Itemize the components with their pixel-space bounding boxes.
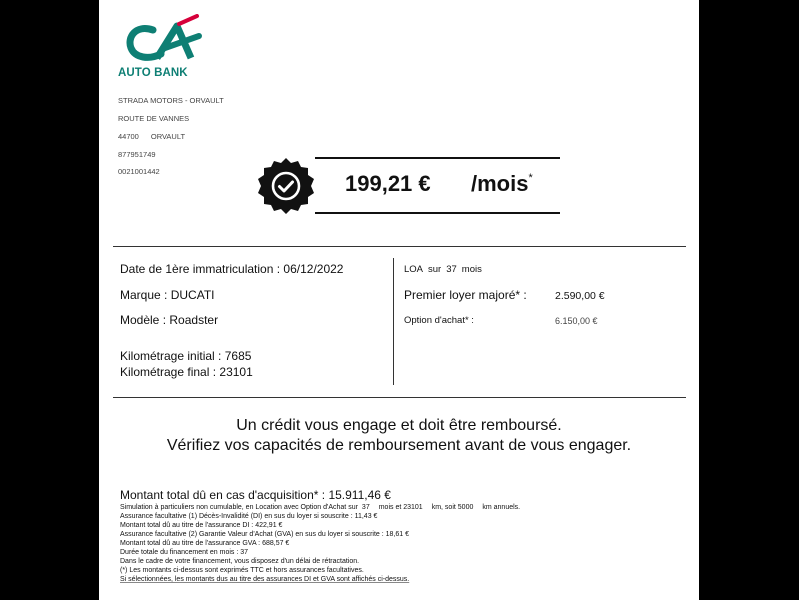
purchase-option-value: 6.150,00 € [555, 316, 598, 326]
dealer-phone: 877951749 [118, 150, 156, 159]
price-period-label: /mois [471, 171, 529, 196]
legal-sim-km-annual: 5000 [457, 504, 474, 511]
make-label: Marque : [120, 288, 168, 302]
logo-wordmark: AUTO BANK [118, 67, 188, 79]
price-bottom-rule [315, 212, 560, 214]
legal-sim-km: 23101 [403, 504, 423, 511]
legal-simulation [120, 503, 520, 512]
monthly-price: 199,21 € [345, 171, 431, 196]
registration-date [120, 262, 343, 276]
legal-line-di-total: Montant total dû au titre de l'assurance DI : 422,91 € [120, 522, 283, 529]
legal-sim-text: Simulation à particuliers non cumulable, en Location avec Option d'Achat sur [120, 504, 358, 511]
legal-line-duration: Durée totale du financement en mois : 37 [120, 549, 249, 556]
first-rent-value: 2.590,00 € [555, 290, 605, 302]
dealer-street: ROUTE DE VANNES [118, 114, 190, 123]
purchase-option-label: Option d'achat* : [404, 315, 474, 326]
legal-sim-text-3: km, soit [431, 504, 456, 511]
section-divider-top [113, 246, 686, 247]
credit-warning-line-1: Un crédit vous engage et doit être remboursé. [236, 417, 562, 434]
price-period [471, 171, 533, 197]
make-value: DUCATI [170, 288, 215, 302]
registration-value: 06/12/2022 [283, 262, 344, 276]
price-asterisk: * [528, 171, 533, 184]
dealer-postcode: 44700 [118, 132, 139, 141]
mileage-initial [120, 349, 251, 363]
legal-sim-months: 37 [361, 504, 370, 511]
mileage-initial-value: 7685 [224, 349, 252, 363]
loa-label: LOA [404, 264, 424, 275]
mileage-final-value: 23101 [219, 365, 253, 379]
mileage-final-label: Kilométrage final : [120, 365, 217, 379]
total-due-label: Montant total dû en cas d'acquisition* : [120, 488, 326, 502]
mileage-initial-label: Kilométrage initial : [120, 349, 222, 363]
dealer-city-line [118, 132, 185, 141]
dealer-reference: 0021001442 [118, 167, 160, 176]
registration-label: Date de 1ère immatriculation : [120, 262, 281, 276]
first-rent-label: Premier loyer majoré* : [404, 288, 527, 302]
credit-warning-line-2: Vérifiez vos capacités de remboursement avant de vous engager. [166, 437, 632, 454]
legal-sim-text-4: km annuels. [482, 504, 521, 511]
column-divider [393, 258, 394, 385]
legal-line-insurance: Si sélectionnées, les montants dus au titre des assurances DI et GVA sont affichés ci-dessus. [120, 576, 410, 583]
model-value: Roadster [169, 313, 219, 327]
legal-line-retraction: Dans le cadre de votre financement, vous disposez d'un délai de rétractation. [120, 558, 360, 565]
legal-line-gva: Assurance facultative (2) Garantie Valeur d'Achat (GVA) en sus du loyer si souscrite : 18,61 € [120, 531, 409, 538]
loa-months: 37 [446, 264, 457, 275]
legal-line-ttc: (*) Les montants ci-dessus sont exprimés TTC et hors assurances facultatives. [120, 567, 364, 574]
loa-sur: sur [428, 264, 442, 275]
offer-sheet [99, 0, 699, 600]
mileage-final [120, 365, 253, 379]
legal-line-gva-total: Montant total dû au titre de l'assurance GVA : 688,57 € [120, 540, 290, 547]
dealer-city: ORVAULT [150, 132, 186, 141]
loa-unit: mois [461, 264, 482, 275]
checkmark-badge-icon [257, 157, 315, 215]
model-label: Modèle : [120, 313, 167, 327]
dealer-name: STRADA MOTORS - ORVAULT [118, 96, 224, 105]
legal-sim-text-2: mois et [378, 504, 402, 511]
loa-duration [404, 264, 482, 275]
vehicle-make [120, 288, 214, 302]
legal-line-di: Assurance facultative (1) Décès-Invalidité (DI) en sus du loyer si souscrite : 11,43 € [120, 513, 378, 520]
section-divider-bottom [113, 397, 686, 398]
vehicle-model [120, 313, 218, 327]
total-due-value: 15.911,46 € [328, 488, 391, 502]
total-due [120, 488, 391, 502]
price-top-rule [315, 157, 560, 159]
